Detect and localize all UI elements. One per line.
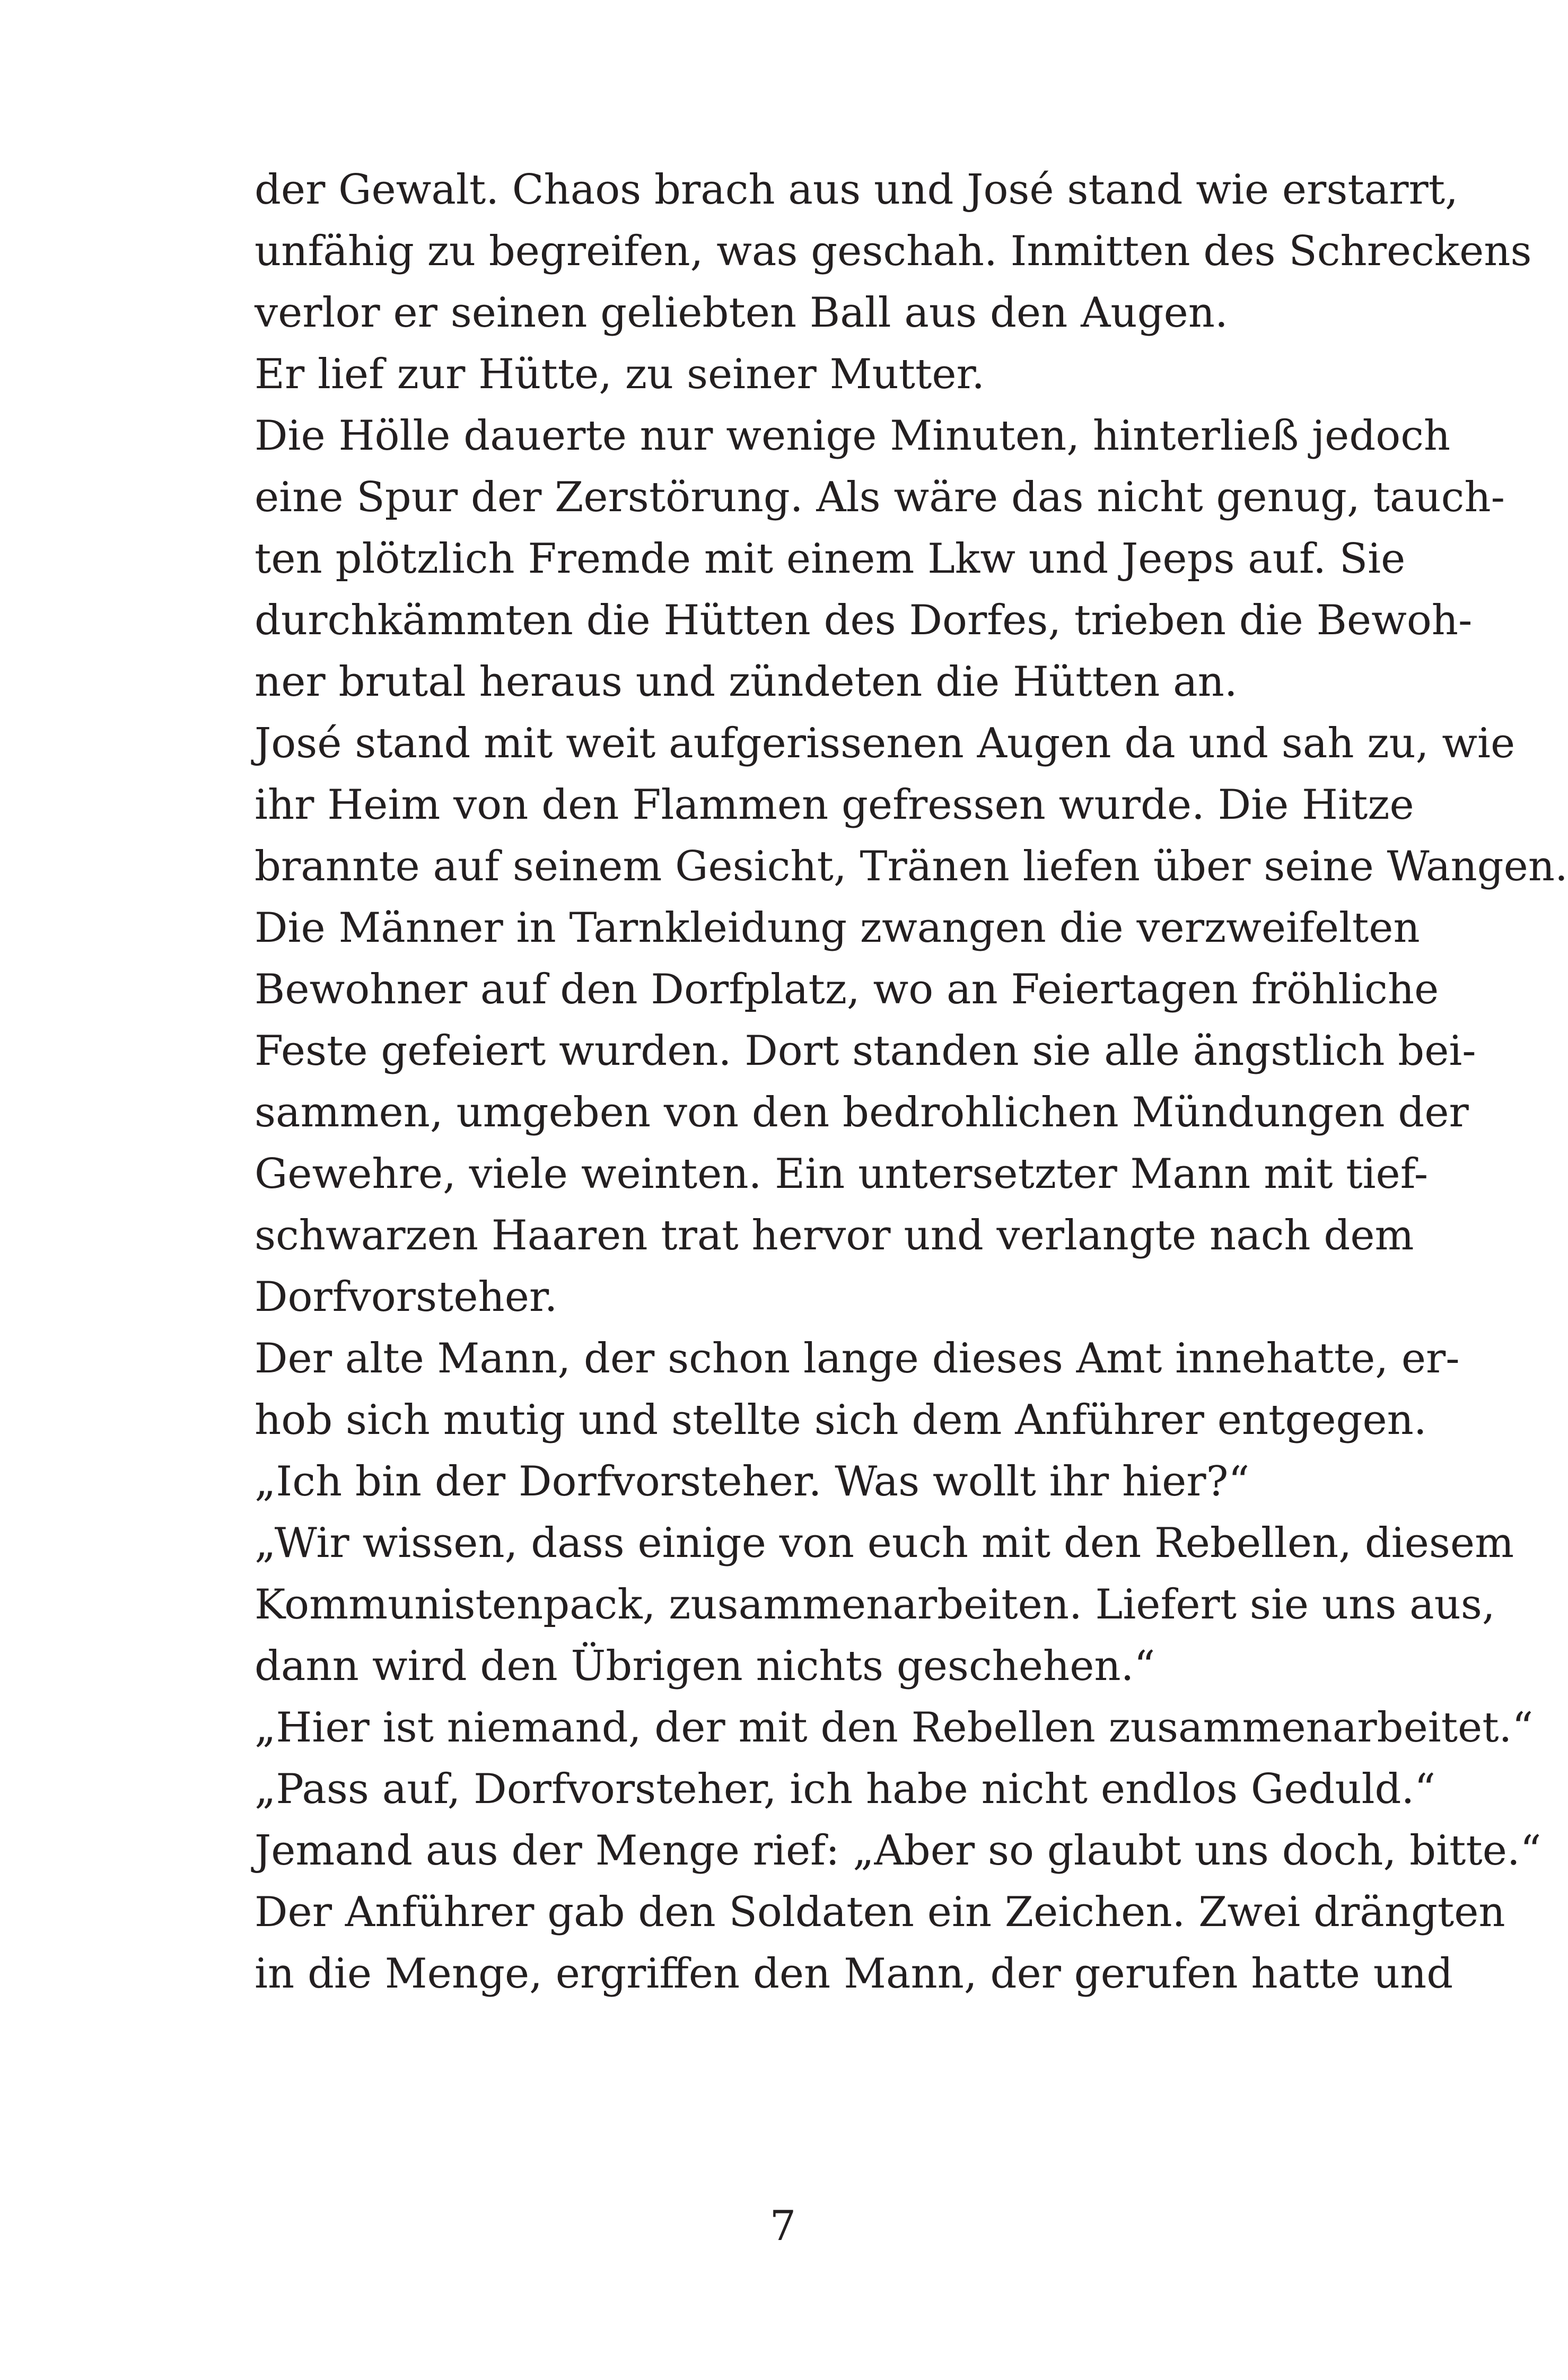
text-line: Der alte Mann, der schon lange dieses Amt innehatte, er- (255, 1335, 1460, 1382)
text-line: der Gewalt. Chaos brach aus und José stand wie erstarrt, (255, 166, 1458, 214)
text-line: Dorfvorsteher. (255, 1273, 558, 1321)
text-line: José stand mit weit aufgerissenen Augen da und sah zu, wie (255, 720, 1516, 767)
text-line: Er lief zur Hütte, zu seiner Mutter. (255, 351, 985, 398)
text-line: Bewohner auf den Dorfplatz, wo an Feiertagen fröhliche (255, 966, 1439, 1013)
body-text (255, 159, 1568, 2005)
text-line: „Ich bin der Dorfvorsteher. Was wollt ihr hier?“ (255, 1458, 1250, 1506)
text-line: schwarzen Haaren trat hervor und verlangte nach dem (255, 1212, 1414, 1259)
text-line: dann wird den Übrigen nichts geschehen.“ (255, 1642, 1155, 1690)
text-line: „Wir wissen, dass einige von euch mit den Rebellen, diesem (255, 1519, 1514, 1567)
text-line: sammen, umgeben von den bedrohlichen Mündungen der (255, 1089, 1469, 1136)
text-line: „Pass auf, Dorfvorsteher, ich habe nicht endlos Geduld.“ (255, 1765, 1436, 1813)
text-line: „Hier ist niemand, der mit den Rebellen zusammenarbeitet.“ (255, 1704, 1534, 1752)
text-line: eine Spur der Zerstörung. Als wäre das nicht genug, tauch- (255, 474, 1505, 521)
text-line: ner brutal heraus und zündeten die Hütten an. (255, 658, 1238, 706)
text-line: in die Menge, ergriffen den Mann, der gerufen hatte und (255, 1950, 1453, 1998)
text-line: ihr Heim von den Flammen gefressen wurde. Die Hitze (255, 781, 1414, 829)
text-line: verlor er seinen geliebten Ball aus den Augen. (255, 289, 1228, 337)
text-line: hob sich mutig und stellte sich dem Anführer entgegen. (255, 1396, 1427, 1444)
text-line: ten plötzlich Fremde mit einem Lkw und Jeeps auf. Sie (255, 535, 1406, 583)
page-number: 7 (769, 2202, 796, 2250)
text-line: Die Hölle dauerte nur wenige Minuten, hinterließ jedoch (255, 412, 1451, 460)
text-line: Jemand aus der Menge rief: „Aber so glaubt uns doch, bitte.“ (255, 1827, 1541, 1875)
text-line: unfähig zu begreifen, was geschah. Inmitten des Schreckens (255, 228, 1532, 275)
text-line: Feste gefeiert wurden. Dort standen sie alle ängstlich bei- (255, 1027, 1476, 1075)
text-line: Der Anführer gab den Soldaten ein Zeichen. Zwei drängten (255, 1888, 1505, 1936)
text-line: Die Männer in Tarnkleidung zwangen die verzweifelten (255, 904, 1420, 952)
text-line: brannte auf seinem Gesicht, Tränen liefen über seine Wangen. (255, 843, 1568, 890)
text-line: Kommunistenpack, zusammenarbeiten. Liefert sie uns aus, (255, 1581, 1495, 1629)
text-line: Gewehre, viele weinten. Ein untersetzter Mann mit tief- (255, 1150, 1429, 1198)
text-line: durchkämmten die Hütten des Dorfes, trieben die Bewoh- (255, 597, 1473, 644)
